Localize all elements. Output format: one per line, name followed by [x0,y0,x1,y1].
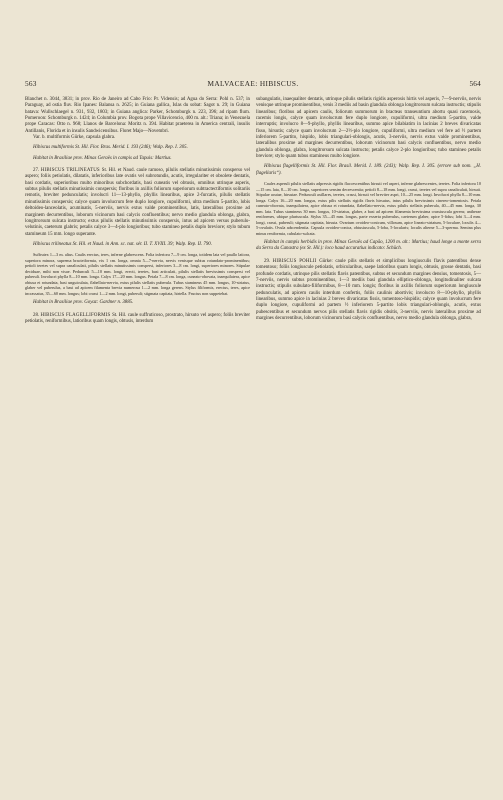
habitat-note: Habitat in Brasiliae prov. Goyaz: Gardner n. 3885. [33,300,134,306]
species-description: caule ramoso, pilulis stellatis minutissimis conspersо vel aspero; foliis petiolatis, dilatatis, inferioribus late ovatis vel subrotundis, acutis, irregulariter et obsolete dentatis, basi cordatis, superioribus multo minoribus subchordatis, basi cuneatis vel obtusis, omnibus utrinque asperis, subtus pilulis stellatis minutissimis conspersis; floribus in axillis foliorum superiorum subtractectiformis solitariis remotis, breviter pedunculatis; involucri 11—13-phyllo, phyllis linearibus, apice 2-furcatis, pilulis stellatis minutissimis conspersis; calyce quam involucrum fere duplo longiore, cupuliformi, ultra medium 5-partito, lobis deltoideo-lanceolatis, acuminatis, 5-nerviis, nervis extus valde prominentibus, latis, lateralibus proxime ad marginem decurrentibus, loborum vicinorum basi calycis confluentibus; nervo medio glandula oblonga, glabra, longitrorsum sulcata instructo; extus pilulis stellatis minutissimis conspersis, intus ad apicem versus puberulo-velutinis, caeterum glabris; petalis calyce 3—4-plo longioribus; tubo stamineo petalis duplo breviore; stylo tubum stamineum 15 mm. longo superante. [25,168,250,237]
right-page-number: 564 [469,79,481,88]
species-number: 27. [33,168,41,174]
detailed-description: Suffrutex 1—3 m. altus. Caulis erectus, teres, inferne glabrescens. Folia inferiora 7—9 cm. longa, totidem lata vel paullo latiora, superiora minora, suprema bracteiformia, vix 1 cm. longa, omnia 5—7-nervia, nervis venisque subtus rotundato-prominentibus; petioli teretes vel supra canaliculati, pilulis stellatis minutissimis conspersi, inferiores 3—8 cm. longi, superiores minores. Stipulae deciduae, mihi non visae. Pedunculi 5—10 mm. longi, erecti, teretes, basi articulati, pilulis stellatis brevissimis conspersi vel puberuli. Involucri phylla 8—10 mm. longa. Calyx 17—20 mm. longus. Petala 7—8 cm. longa, cuneato-obovata, inaequilatera, apice obtusa et rotundata, basi unguiculata, flabellato-nervia, extus pilulis stellatis puberula. Tubus stamineus 45 mm. longus, 10-striatus, glaber vel puberulus, a basi ad apicem filamenta breviа numerosa 1—2 mm. longa gerens. Stylus filiformis, erectus, teres, apice incrassatus, 35—60 mm. longus; lobi crassi 1—2 mm. longi, puberuli; stigmata capitata, hirtella. Fructus non suppetebat. [25,252,250,296]
species-author: Gürke: [319,258,336,264]
right-column [256,97,481,322]
species-entry [25,168,250,238]
species-entry [256,259,481,322]
detailed-description: Caules asperuli pilulis stellatis adpressis rigidis flaccescentibus hirsuti vel asperi, inferne glabrescentes, teretes. Folia inferiora 10—15 cm. lata, 8—10 cm. longa, superiores sensim decrescentia; petioli 8—18 mm. longi, crassi, teretes vel supra canaliculati, hirsuti. Stipulae acutae, hirsutae. Pedunculi axillares, teretes, crassi, hirsuti vel breviter aspri, 10—25 mm. longi. Involucri phylla 8—10 mm. longa. Calyx 16—20 mm. longus, extus pilis stellatis rigidis flavis hirsutus, intus pilulis brevissimis cinereo-tomentosis. Petala cuneato-obovata, inaequilatera, apice obtusa et rotundata, flabellato-nervia, extus pilulis stellatis puberula, 40—45 mm. longa, 30 mm. lata. Tubus stamineus 30 mm. longus, 10-striatus, glaber, a basi ad apicem filamenta brevissima crassiuscula gerens; antherae reniformes, ubique pluriuscula. Stylus 35—45 mm. longus, parte exserta puberulus, caeterum glaber, apice 5-fidus; lobi 3—4 mm. longi, crassi, puberuli; stigmata capitata, hirsuta. Ovarium ovoideo-conicum, villosum, apice lineato-striatum, 5-loculare, loculis 4—5-ovulatis. Ovula adscendentia. Capsula ovoideo-conica, obtusiuscula, 5-loba, 5-locularis; loculis alterne 5—3-sperma. Semina plus minus reniformia, cubulato-sulcata. [256,181,481,236]
species-number: 29. [264,258,273,264]
species-entry [25,313,250,326]
left-page-number: 563 [25,79,37,88]
species-description: caule pilis stellatis et simplicibus longiusculis flavis patentibus dense tomentoso; foliis longiuscule petiolatis, orbicularibus, saepe latioribus quam longis, obtusis, grosse dentatis, basi profunde cordatis, utrinque pilis stellatis flavis patentibus, subtus et secundum margines densius, tomentosis, 5—7-nerviis, nervis subtus prominentibus, 1—3 mediis basi glandula elliptico-oblonga, longitudinaliter sulcata instructis; stipulis subulato-filiformibus, 8—10 mm. longis; floribus in axillis foliorum superiorum longiuscule pedunculatis, ad apicem caulis interdum confertis, foliis caulinis abortivis; involucro 8—10-phyllo, phyllis linearibus, summo apice in lacinias 2 breves divaricatas fissis, tomentoso-hispidis; calyce quam involucrum fere duplo longiore, cupuliformi ad partem ½ inferiorem 5-partito lobis triangulari-oblongis, acutis, extus pubescentibus et secundum nervos pilis stellatis flavis rigidis obsitis, 3-nerviis, nervis lateralibus proxime ad margines decurrentibus, loborum vicinorum basi calycis confluentibus, nervo medio glandula oblonga, glabra, [256,258,481,321]
species-author: St. Hil. [112,312,128,318]
page-header [25,79,481,91]
synonym-reference: Hibiscus flagelliformis St. Hil. Flor. Brasil. Merid. I. 189. (243); Walp. Rep. I. 305. (errore sub nom. „H. flagellaris“). [256,164,481,176]
species-name: HIBISCUS TRILINEATUS [40,168,102,174]
species-number: 28. [33,312,41,318]
running-title: MALVACEAE: HIBISCUS. [207,79,299,88]
body-paragraph: Blanchet n. 3044, 3831; in prov. Rio de Janeiro ad Cabo Frio: Pr. Vidensis; ad Agua do Serra: Pohl n. 537; in Paraguay, ad ostia fluv. Rio Ipanes: Balansa n. 2625; in Guiana gallica, Islas du sobat: Sagot n. 29; in Guiana batava: Wullschlaegel n. 931, 932, 1803; in Guiana anglica: Parker, Schomburgk n. 223, 396; ad ripam flum. Pomeroon: Schomburgk n. 1424; in Columbia prov. Bogota prope Villavicencio, 400 m. alt.: Triana; in Venezuela prope Caracas: Otto n. 968; Llanos de Barcelona: Moritz n. 394. Habitat praeterea in America centrali, insulis Antillanis, Florida et in insulis Sandwicensibus. Floret Majo—Novembri. [25,97,250,134]
species-name: HIBISCUS FLAGELLIFORMIS [40,312,113,318]
habitat-note: Habitat in campis herbidis in prov. Minas Geraës ad Capão, 1200 m. alt.: Martius; haud longe a monte serra da Serra da Canastra (ex St. Hil.): loco haud accuratius indicato: Schüch. [256,240,481,252]
habitat-note: Habitat in Brasiliae prov. Minas Geraës in campis ad Tapuis: Martius. [33,155,172,161]
synonym-reference: Hibiscus trilineatus St. Hil. et Naud. in Ann. sc. nat. sér. II. T. XVIII. 39; Walp. Rep. II. 790. [33,241,212,247]
left-column [25,97,250,325]
species-name: HIBISCUS POHLII [272,258,320,264]
synonym-reference: Hibiscus multiformis St. Hil. Flor. Bras. Merid. I. 193 (246); Walp. Rep. I. 305. [33,145,188,151]
body-paragraph: subangulatis, inaequaliter dentatis, utrinque pilulis stellatis rigidis asperosis hirtis vel asperis, 7—9-nerviis, nervis venisque utrinque prominentibus, venis 3 mediis ad basin glandula oblonga longitrorsum sulcata instructis; stipulis linearibus; floribus ad apicem caulis, foliorum summorum in bracteas transeuntium abortu quasi racemosis, racemis longis, calyce quam involucrum fere duplo longiore, cupuliformi, ultra medium 5-partito, valde interruptis; involucro 8—9-phyllo, phyllis linearibus, summo apice bilabiatim in lacinias 2 breves divaricatas fisso, hirsutis; calyce quam involucrum 2—2½-plo longiore, cupuliformi, ultra medium vel fere ad ½ partem inferiorem 5-partito, hispido, lobis triangulari-oblongis, acutis, 3-nerviis, nervis extus valde prominentibus, lateralibus proxime ad margines decurrentibus, loborum vicinorum basi calycis confluentibus, nervo medio glandula oblonga, glabra, longitrorsum sulcata instructo; petalis calyce 2-plo longioribus; tubo stamineo petalis breviore; stylo quam tubus stamineus multo longiore. [256,97,481,160]
variety-line: Var. b. multiformis Gürke, capsula glabra. [33,135,116,141]
species-description: caule suffruticoso, prostrato, hirsuto vel aspero; foliis breviter petiolatis, reniformibus, latioribus quam longis, obtusis, interdum [25,312,251,324]
species-author: St. Hil. et Naud. [101,168,137,174]
